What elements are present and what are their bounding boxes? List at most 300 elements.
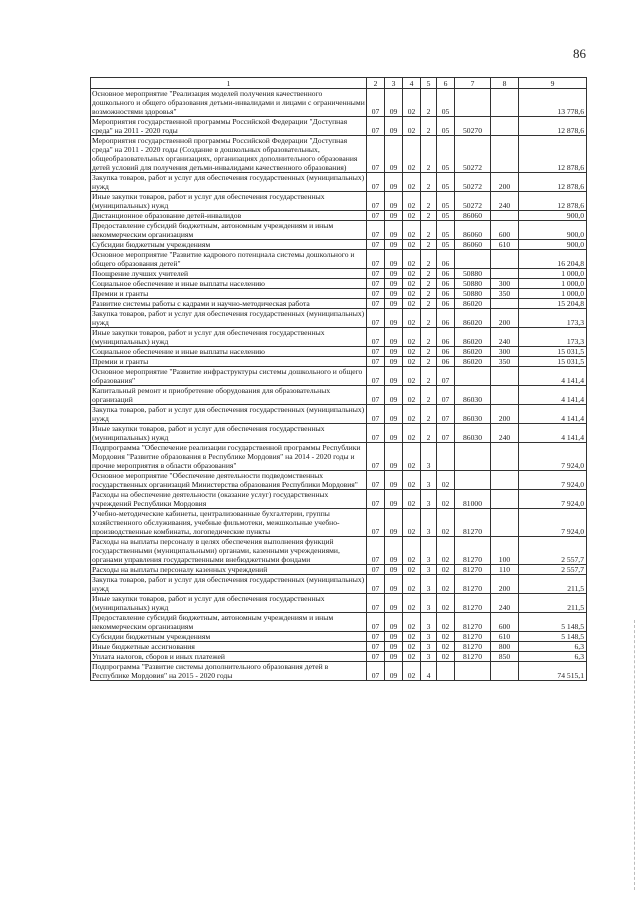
section-cell: 07 bbox=[367, 221, 385, 240]
subprogram-cell: 3 bbox=[421, 575, 437, 594]
subprogram-cell: 3 bbox=[421, 565, 437, 575]
section-cell: 07 bbox=[367, 289, 385, 299]
amount-cell: 2 557,7 bbox=[519, 565, 587, 575]
header-cell: 2 bbox=[367, 78, 385, 89]
description-cell: Основное мероприятие "Реализация моделей получения качественного дошкольного и общего образования детьми-инвалидами и лицами с ограниченными возможностями здоровья" bbox=[92, 89, 365, 116]
subprogram-cell: 3 bbox=[421, 652, 437, 662]
section-cell: 07 bbox=[367, 424, 385, 443]
direction-cell: 81270 bbox=[455, 594, 491, 613]
table-row bbox=[91, 613, 587, 632]
subsection-cell: 09 bbox=[385, 117, 403, 136]
event-cell: 06 bbox=[437, 309, 455, 328]
amount-cell: 16 204,8 bbox=[519, 250, 587, 269]
amount-cell: 1 000,0 bbox=[519, 289, 587, 299]
section-cell: 07 bbox=[367, 575, 385, 594]
table-body bbox=[91, 89, 587, 681]
expense-type-cell: 800 bbox=[491, 642, 519, 652]
section-cell: 07 bbox=[367, 173, 385, 192]
section-cell: 07 bbox=[367, 357, 385, 367]
table-row bbox=[91, 173, 587, 192]
description-cell: Иные бюджетные ассигнования bbox=[91, 642, 367, 652]
section-cell: 07 bbox=[367, 642, 385, 652]
section-cell: 07 bbox=[367, 632, 385, 642]
table-row bbox=[91, 117, 587, 136]
event-cell: 05 bbox=[437, 173, 455, 192]
event-cell: 02 bbox=[437, 594, 455, 613]
subsection-cell: 09 bbox=[385, 662, 403, 681]
amount-cell: 2 557,7 bbox=[519, 537, 587, 565]
table-row bbox=[91, 490, 587, 509]
description-cell: Премии и гранты bbox=[91, 357, 367, 367]
header-cell: 6 bbox=[437, 78, 455, 89]
expense-type-cell: 200 bbox=[491, 575, 519, 594]
description-cell: Расходы на выплаты персоналу в целях обеспечения выполнения функций государственными (муниципальными) органами, казенными учреждениями, органами управления государственными внебюджетными фондами bbox=[91, 537, 367, 565]
section-cell: 07 bbox=[367, 279, 385, 289]
table-row bbox=[91, 386, 587, 405]
program-cell: 02 bbox=[403, 662, 421, 681]
expense-type-cell: 100 bbox=[491, 537, 519, 565]
program-cell: 02 bbox=[403, 299, 421, 309]
section-cell: 07 bbox=[367, 662, 385, 681]
subsection-cell: 09 bbox=[385, 357, 403, 367]
subprogram-cell: 2 bbox=[421, 309, 437, 328]
event-cell: 05 bbox=[437, 211, 455, 221]
subprogram-cell: 2 bbox=[421, 117, 437, 136]
expense-type-cell bbox=[491, 136, 519, 173]
subprogram-cell: 2 bbox=[421, 289, 437, 299]
subsection-cell: 09 bbox=[385, 443, 403, 471]
table-row bbox=[91, 221, 587, 240]
table-row bbox=[91, 443, 587, 471]
expense-type-cell: 240 bbox=[491, 594, 519, 613]
description-cell: Иные закупки товаров, работ и услуг для обеспечения государственных (муниципальных) нужд bbox=[91, 594, 367, 613]
description-cell: Социальное обеспечение и иные выплаты населению bbox=[91, 279, 367, 289]
direction-cell bbox=[455, 443, 491, 471]
amount-cell: 7 924,0 bbox=[519, 471, 587, 490]
section-cell: 07 bbox=[367, 211, 385, 221]
subsection-cell: 09 bbox=[385, 136, 403, 173]
direction-cell: 86020 bbox=[455, 328, 491, 347]
section-cell: 07 bbox=[367, 299, 385, 309]
section-cell: 07 bbox=[367, 443, 385, 471]
direction-cell bbox=[455, 367, 491, 386]
section-cell: 07 bbox=[367, 594, 385, 613]
description-cell: Основное мероприятие "Развитие кадрового потенциала системы дошкольного и общего образования детей" bbox=[91, 250, 367, 269]
amount-cell: 900,0 bbox=[519, 221, 587, 240]
program-cell: 02 bbox=[403, 89, 421, 117]
subprogram-cell: 3 bbox=[421, 443, 437, 471]
section-cell: 07 bbox=[367, 309, 385, 328]
program-cell: 02 bbox=[403, 565, 421, 575]
header-cell: 3 bbox=[385, 78, 403, 89]
expense-type-cell: 200 bbox=[491, 405, 519, 424]
event-cell: 06 bbox=[437, 269, 455, 279]
event-cell: 02 bbox=[437, 490, 455, 509]
program-cell: 02 bbox=[403, 632, 421, 642]
direction-cell: 86060 bbox=[455, 211, 491, 221]
expense-type-cell: 350 bbox=[491, 357, 519, 367]
direction-cell: 86020 bbox=[455, 347, 491, 357]
description-cell: Предоставление субсидий бюджетным, автономным учреждениям и иным некоммерческим организациям bbox=[91, 221, 367, 240]
direction-cell bbox=[455, 89, 491, 117]
subprogram-cell: 2 bbox=[421, 269, 437, 279]
expense-type-cell bbox=[491, 490, 519, 509]
header-cell: 4 bbox=[403, 78, 421, 89]
section-cell: 07 bbox=[367, 565, 385, 575]
table-row bbox=[91, 652, 587, 662]
event-cell: 02 bbox=[437, 652, 455, 662]
section-cell: 07 bbox=[367, 347, 385, 357]
section-cell: 07 bbox=[367, 537, 385, 565]
event-cell: 02 bbox=[437, 632, 455, 642]
event-cell: 07 bbox=[437, 405, 455, 424]
direction-cell: 81270 bbox=[455, 613, 491, 632]
program-cell: 02 bbox=[403, 309, 421, 328]
subprogram-cell: 2 bbox=[421, 250, 437, 269]
direction-cell: 50270 bbox=[455, 117, 491, 136]
table-row bbox=[91, 594, 587, 613]
subprogram-cell: 2 bbox=[421, 367, 437, 386]
table-row bbox=[91, 347, 587, 357]
expense-type-cell: 200 bbox=[491, 173, 519, 192]
subprogram-cell: 3 bbox=[421, 594, 437, 613]
expense-type-cell bbox=[491, 299, 519, 309]
direction-cell: 50272 bbox=[455, 173, 491, 192]
subsection-cell: 09 bbox=[385, 269, 403, 279]
subprogram-cell: 2 bbox=[421, 221, 437, 240]
event-cell: 06 bbox=[437, 328, 455, 347]
subsection-cell: 09 bbox=[385, 89, 403, 117]
table-row bbox=[91, 89, 587, 117]
event-cell: 02 bbox=[437, 509, 455, 537]
description-cell: Капитальный ремонт и приобретение оборудования для образовательных организаций bbox=[91, 386, 367, 405]
subsection-cell: 09 bbox=[385, 192, 403, 211]
description-cell: Закупка товаров, работ и услуг для обеспечения государственных (муниципальных) нужд bbox=[91, 575, 367, 594]
expense-type-cell bbox=[491, 367, 519, 386]
direction-cell: 86020 bbox=[455, 309, 491, 328]
amount-cell: 4 141,4 bbox=[519, 405, 587, 424]
subsection-cell: 09 bbox=[385, 642, 403, 652]
description-cell: Субсидии бюджетным учреждениям bbox=[91, 240, 367, 250]
section-cell: 07 bbox=[367, 136, 385, 173]
expense-type-cell: 610 bbox=[491, 240, 519, 250]
table-row bbox=[91, 250, 587, 269]
amount-cell: 900,0 bbox=[519, 240, 587, 250]
program-cell: 02 bbox=[403, 173, 421, 192]
expense-type-cell: 240 bbox=[491, 424, 519, 443]
direction-cell: 81000 bbox=[455, 490, 491, 509]
event-cell: 06 bbox=[437, 250, 455, 269]
subprogram-cell: 2 bbox=[421, 357, 437, 367]
expense-type-cell bbox=[491, 211, 519, 221]
subsection-cell: 09 bbox=[385, 299, 403, 309]
subsection-cell: 09 bbox=[385, 173, 403, 192]
program-cell: 02 bbox=[403, 211, 421, 221]
program-cell: 02 bbox=[403, 250, 421, 269]
program-cell: 02 bbox=[403, 642, 421, 652]
amount-cell: 1 000,0 bbox=[519, 279, 587, 289]
table-header-row bbox=[91, 78, 587, 89]
event-cell: 06 bbox=[437, 279, 455, 289]
program-cell: 02 bbox=[403, 357, 421, 367]
subsection-cell: 09 bbox=[385, 279, 403, 289]
section-cell: 07 bbox=[367, 386, 385, 405]
expense-type-cell: 240 bbox=[491, 192, 519, 211]
header-cell: 1 bbox=[91, 78, 367, 89]
description-cell: Учебно-методические кабинеты, централизованные бухгалтерии, группы хозяйственного обслуживания, учебные фильмотеки, межшкольные учебно-производственные комбинаты, логопедические пункты bbox=[91, 509, 367, 537]
program-cell: 02 bbox=[403, 490, 421, 509]
expense-type-cell: 240 bbox=[491, 328, 519, 347]
event-cell: 05 bbox=[437, 136, 455, 173]
direction-cell: 81270 bbox=[455, 575, 491, 594]
program-cell: 02 bbox=[403, 289, 421, 299]
direction-cell bbox=[455, 471, 491, 490]
description-cell: Расходы на выплаты персоналу казенных учреждений bbox=[91, 565, 367, 575]
subsection-cell: 09 bbox=[385, 632, 403, 642]
description-cell: Дистанционное образование детей-инвалидов bbox=[91, 211, 367, 221]
subprogram-cell: 3 bbox=[421, 490, 437, 509]
event-cell: 02 bbox=[437, 642, 455, 652]
subsection-cell: 09 bbox=[385, 575, 403, 594]
event-cell: 05 bbox=[437, 221, 455, 240]
direction-cell: 86020 bbox=[455, 299, 491, 309]
description-cell: Подпрограмма "Обеспечение реализации государственной программы Республики Мордовия "Развитие образования в Республике Мордовия" на 2014 - 2020 годы и прочие мероприятия в области образования" bbox=[91, 443, 367, 471]
table-row bbox=[91, 309, 587, 328]
expense-type-cell: 300 bbox=[491, 279, 519, 289]
event-cell bbox=[437, 662, 455, 681]
subprogram-cell: 3 bbox=[421, 613, 437, 632]
event-cell bbox=[437, 443, 455, 471]
description-cell: Основное мероприятие "Обеспечение деятельности подведомственных государственных организаций Министерства образования Республики Мордовия" bbox=[91, 471, 367, 490]
program-cell: 02 bbox=[403, 443, 421, 471]
description-cell: Иные закупки товаров, работ и услуг для обеспечения государственных (муниципальных) нужд bbox=[91, 328, 367, 347]
subprogram-cell: 2 bbox=[421, 328, 437, 347]
direction-cell: 86030 bbox=[455, 424, 491, 443]
subprogram-cell: 2 bbox=[421, 279, 437, 289]
direction-cell: 81270 bbox=[455, 565, 491, 575]
subsection-cell: 09 bbox=[385, 565, 403, 575]
subprogram-cell: 2 bbox=[421, 424, 437, 443]
table-row bbox=[91, 211, 587, 221]
program-cell: 02 bbox=[403, 537, 421, 565]
section-cell: 07 bbox=[367, 250, 385, 269]
subsection-cell: 09 bbox=[385, 328, 403, 347]
amount-cell: 13 778,6 bbox=[519, 89, 587, 117]
section-cell: 07 bbox=[367, 192, 385, 211]
event-cell: 02 bbox=[437, 613, 455, 632]
page-number: 86 bbox=[573, 46, 586, 61]
program-cell: 02 bbox=[403, 279, 421, 289]
direction-cell: 50880 bbox=[455, 289, 491, 299]
subprogram-cell: 2 bbox=[421, 386, 437, 405]
header-cell: 8 bbox=[491, 78, 519, 89]
subsection-cell: 09 bbox=[385, 211, 403, 221]
event-cell: 07 bbox=[437, 367, 455, 386]
subprogram-cell: 2 bbox=[421, 405, 437, 424]
table-row bbox=[91, 405, 587, 424]
section-cell: 07 bbox=[367, 269, 385, 279]
event-cell: 06 bbox=[437, 299, 455, 309]
section-cell: 07 bbox=[367, 117, 385, 136]
subsection-cell: 09 bbox=[385, 509, 403, 537]
event-cell: 07 bbox=[437, 386, 455, 405]
subsection-cell: 09 bbox=[385, 490, 403, 509]
amount-cell: 211,5 bbox=[519, 575, 587, 594]
program-cell: 02 bbox=[403, 221, 421, 240]
program-cell: 02 bbox=[403, 594, 421, 613]
event-cell: 06 bbox=[437, 347, 455, 357]
expense-type-cell bbox=[491, 250, 519, 269]
program-cell: 02 bbox=[403, 575, 421, 594]
program-cell: 02 bbox=[403, 136, 421, 173]
direction-cell: 81270 bbox=[455, 509, 491, 537]
subsection-cell: 09 bbox=[385, 309, 403, 328]
section-cell: 07 bbox=[367, 613, 385, 632]
program-cell: 02 bbox=[403, 405, 421, 424]
subprogram-cell: 3 bbox=[421, 632, 437, 642]
table-row bbox=[91, 565, 587, 575]
subsection-cell: 09 bbox=[385, 250, 403, 269]
section-cell: 07 bbox=[367, 240, 385, 250]
amount-cell: 4 141,4 bbox=[519, 386, 587, 405]
program-cell: 02 bbox=[403, 386, 421, 405]
amount-cell: 15 031,5 bbox=[519, 357, 587, 367]
amount-cell: 4 141,4 bbox=[519, 367, 587, 386]
subsection-cell: 09 bbox=[385, 386, 403, 405]
section-cell: 07 bbox=[367, 471, 385, 490]
event-cell: 06 bbox=[437, 289, 455, 299]
section-cell: 07 bbox=[367, 405, 385, 424]
table-row bbox=[91, 471, 587, 490]
event-cell: 05 bbox=[437, 117, 455, 136]
program-cell: 02 bbox=[403, 269, 421, 279]
section-cell: 07 bbox=[367, 89, 385, 117]
program-cell: 02 bbox=[403, 613, 421, 632]
amount-cell: 12 878,6 bbox=[519, 192, 587, 211]
table-row bbox=[91, 240, 587, 250]
description-cell: Социальное обеспечение и иные выплаты населению bbox=[91, 347, 367, 357]
event-cell: 05 bbox=[437, 89, 455, 117]
direction-cell: 50880 bbox=[455, 279, 491, 289]
subprogram-cell: 2 bbox=[421, 240, 437, 250]
direction-cell: 81270 bbox=[455, 642, 491, 652]
description-cell: Расходы на обеспечение деятельности (оказание услуг) государственных учреждений Республики Мордовия bbox=[91, 490, 367, 509]
expense-type-cell bbox=[491, 509, 519, 537]
expense-type-cell bbox=[491, 662, 519, 681]
amount-cell: 12 878,6 bbox=[519, 136, 587, 173]
amount-cell: 173,3 bbox=[519, 309, 587, 328]
expense-type-cell: 110 bbox=[491, 565, 519, 575]
description-cell: Мероприятия государственной программы Российской Федерации "Доступная среда" на 2011 - 2020 годы bbox=[91, 117, 367, 136]
description-cell: Подпрограмма "Развитие системы дополнительного образования детей в Республике Мордовия" на 2015 - 2020 годы bbox=[91, 662, 367, 681]
table-row bbox=[91, 289, 587, 299]
table-row bbox=[91, 357, 587, 367]
program-cell: 02 bbox=[403, 509, 421, 537]
subprogram-cell: 2 bbox=[421, 89, 437, 117]
expense-type-cell: 350 bbox=[491, 289, 519, 299]
margin-line bbox=[634, 620, 636, 890]
amount-cell: 211,5 bbox=[519, 594, 587, 613]
expense-type-cell: 600 bbox=[491, 613, 519, 632]
subsection-cell: 09 bbox=[385, 347, 403, 357]
description-cell: Поощрение лучших учителей bbox=[91, 269, 367, 279]
amount-cell: 6,3 bbox=[519, 652, 587, 662]
subsection-cell: 09 bbox=[385, 471, 403, 490]
table-row bbox=[91, 328, 587, 347]
event-cell: 02 bbox=[437, 565, 455, 575]
table-row bbox=[91, 632, 587, 642]
direction-cell: 81270 bbox=[455, 537, 491, 565]
subsection-cell: 09 bbox=[385, 405, 403, 424]
table-row bbox=[91, 662, 587, 681]
description-cell: Уплата налогов, сборов и иных платежей bbox=[91, 652, 367, 662]
direction-cell: 86020 bbox=[455, 357, 491, 367]
amount-cell: 6,3 bbox=[519, 642, 587, 652]
section-cell: 07 bbox=[367, 328, 385, 347]
expense-type-cell bbox=[491, 89, 519, 117]
direction-cell: 86030 bbox=[455, 386, 491, 405]
subprogram-cell: 3 bbox=[421, 509, 437, 537]
table-row bbox=[91, 299, 587, 309]
section-cell: 07 bbox=[367, 509, 385, 537]
description-cell: Предоставление субсидий бюджетным, автономным учреждениям и иным некоммерческим организациям bbox=[91, 613, 367, 632]
direction-cell bbox=[455, 662, 491, 681]
program-cell: 02 bbox=[403, 240, 421, 250]
description-cell: Закупка товаров, работ и услуг для обеспечения государственных (муниципальных) нужд bbox=[91, 405, 367, 424]
expense-type-cell bbox=[491, 443, 519, 471]
direction-cell bbox=[455, 250, 491, 269]
table-row bbox=[91, 192, 587, 211]
amount-cell: 12 878,6 bbox=[519, 173, 587, 192]
direction-cell: 86060 bbox=[455, 240, 491, 250]
subprogram-cell: 2 bbox=[421, 173, 437, 192]
event-cell: 05 bbox=[437, 192, 455, 211]
amount-cell: 15 031,5 bbox=[519, 347, 587, 357]
header-cell: 9 bbox=[519, 78, 587, 89]
amount-cell: 7 924,0 bbox=[519, 509, 587, 537]
amount-cell: 15 204,8 bbox=[519, 299, 587, 309]
direction-cell: 50880 bbox=[455, 269, 491, 279]
event-cell: 02 bbox=[437, 575, 455, 594]
subprogram-cell: 2 bbox=[421, 192, 437, 211]
subsection-cell: 09 bbox=[385, 240, 403, 250]
expense-type-cell: 850 bbox=[491, 652, 519, 662]
amount-cell: 7 924,0 bbox=[519, 443, 587, 471]
expense-type-cell bbox=[491, 471, 519, 490]
subprogram-cell: 3 bbox=[421, 642, 437, 652]
description-cell: Закупка товаров, работ и услуг для обеспечения государственных (муниципальных) нужд bbox=[91, 309, 367, 328]
program-cell: 02 bbox=[403, 347, 421, 357]
section-cell: 07 bbox=[367, 490, 385, 509]
expense-type-cell bbox=[491, 117, 519, 136]
amount-cell: 4 141,4 bbox=[519, 424, 587, 443]
event-cell: 06 bbox=[437, 357, 455, 367]
subsection-cell: 09 bbox=[385, 367, 403, 386]
subprogram-cell: 2 bbox=[421, 347, 437, 357]
amount-cell: 5 148,5 bbox=[519, 632, 587, 642]
subsection-cell: 09 bbox=[385, 289, 403, 299]
program-cell: 02 bbox=[403, 424, 421, 443]
description-cell: Мероприятия государственной программы Российской Федерации "Доступная среда" на 2011 - 2020 годы (Создание в дошкольных образовательных, общеобразовательных организациях, организациях дополнительного образования детей условий для получения детьми-инвалидами качественного образования) bbox=[91, 136, 367, 173]
amount-cell: 173,3 bbox=[519, 328, 587, 347]
subprogram-cell: 2 bbox=[421, 299, 437, 309]
subprogram-cell: 2 bbox=[421, 211, 437, 221]
section-cell: 07 bbox=[367, 652, 385, 662]
event-cell: 05 bbox=[437, 240, 455, 250]
program-cell: 02 bbox=[403, 367, 421, 386]
direction-cell: 50272 bbox=[455, 136, 491, 173]
description-cell: Премии и гранты bbox=[91, 289, 367, 299]
